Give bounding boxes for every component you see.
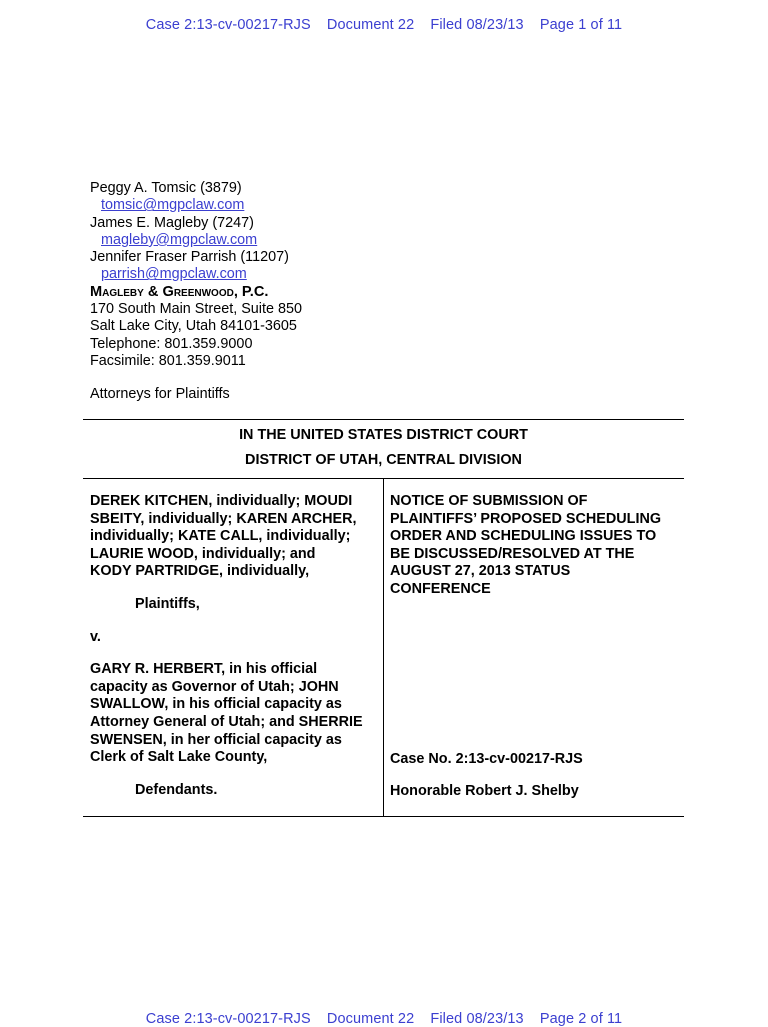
attorney-name: Peggy A. Tomsic (3879) [90,180,242,196]
page-number-stamp: Page 2 of 11 [539,1011,623,1027]
notice-title-line: PLAINTIFFS’ PROPOSED SCHEDULING [390,510,662,527]
case-number-block [390,751,682,769]
notice-block [390,493,682,599]
caption-bottom-rule [83,816,684,817]
plaintiffs-line: LAURIE WOOD, individually; and [90,545,316,562]
defendants-line: SWENSEN, in her official capacity as [90,731,342,748]
attorney-name: Jennifer Fraser Parrish (11207) [90,249,289,266]
judge-block [390,783,682,801]
judge-name: Honorable Robert J. Shelby [390,783,579,799]
firm-facsimile: Facsimile: 801.359.9011 [90,352,246,369]
filing-stamp-bottom [0,1011,768,1027]
attorney-name: James E. Magleby (7247) [90,214,254,231]
document-number-stamp: Document 22 [326,1011,415,1027]
plaintiffs-label: Plaintiffs, [135,595,200,612]
defendants-line: SWALLOW, in his official capacity as [90,696,342,713]
notice-title-line: NOTICE OF SUBMISSION OF [390,493,588,509]
court-division: DISTRICT OF UTAH, CENTRAL DIVISION [245,452,522,468]
defendants-line: capacity as Governor of Utah; JOHN [90,678,339,695]
firm-name: Magleby & Greenwood, P.C. [90,283,269,300]
page-number-stamp: Page 1 of 11 [539,17,623,33]
versus-label: v. [90,628,101,645]
defendants-line: Attorney General of Utah; and SHERRIE [90,713,363,730]
filing-stamp-top [0,17,768,33]
attorney-role: Attorneys for Plaintiffs [90,386,230,403]
attorney-email-link[interactable]: parrish@mgpclaw.com [101,266,247,283]
case-number: Case No. 2:13-cv-00217-RJS [390,751,583,767]
attorney-email-link[interactable]: magleby@mgpclaw.com [101,231,258,248]
case-number-stamp: Case 2:13-cv-00217-RJS [145,17,311,33]
firm-telephone: Telephone: 801.359.9000 [90,335,253,352]
notice-title-line: ORDER AND SCHEDULING ISSUES TO [390,528,657,545]
defendants-line: GARY R. HERBERT, in his official [90,661,318,678]
plaintiffs-line: KODY PARTRIDGE, individually, [90,563,310,580]
document-number-stamp: Document 22 [326,17,415,33]
filed-date-stamp: Filed 08/23/13 [430,1011,524,1027]
court-heading-top-rule [83,419,684,420]
attorney-block [90,180,302,404]
case-number-stamp: Case 2:13-cv-00217-RJS [145,1011,311,1027]
firm-address-line2: Salt Lake City, Utah 84101-3605 [90,318,297,335]
defendants-label: Defendants. [135,781,218,798]
filed-date-stamp: Filed 08/23/13 [430,17,524,33]
attorney-email-link[interactable]: tomsic@mgpclaw.com [101,197,245,214]
plaintiffs-line: individually; KATE CALL, individually; [90,528,351,545]
notice-title-line: AUGUST 27, 2013 STATUS [390,563,571,580]
defendants-line: Clerk of Salt Lake County, [90,749,268,766]
notice-title-line: BE DISCUSSED/RESOLVED AT THE [390,545,635,562]
caption-divider [383,478,384,816]
court-name: IN THE UNITED STATES DISTRICT COURT [239,427,528,443]
notice-title-line: CONFERENCE [390,580,491,597]
firm-address-line1: 170 South Main Street, Suite 850 [90,301,303,318]
plaintiffs-line: SBEITY, individually; KAREN ARCHER, [90,510,357,527]
caption-parties [90,493,380,799]
plaintiffs-line: DEREK KITCHEN, individually; MOUDI [90,493,353,509]
